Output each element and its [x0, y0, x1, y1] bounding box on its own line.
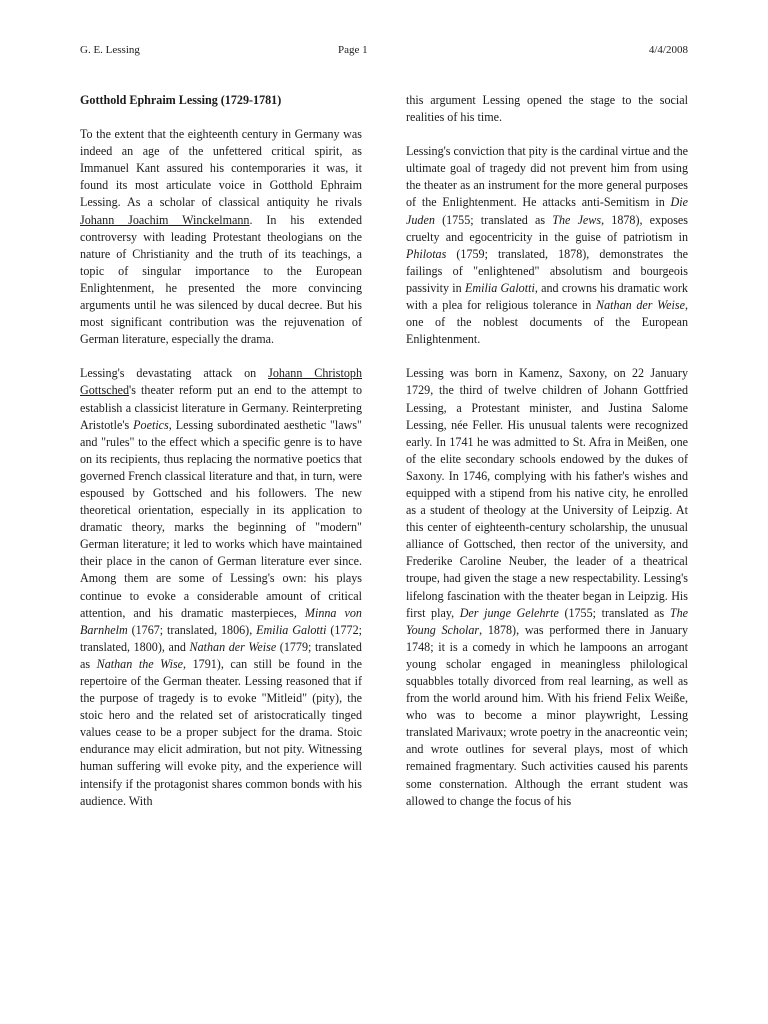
paragraph-continuation: this argument Lessing opened the stage to the social realities of his time.	[406, 93, 688, 125]
text-run: (1779; translated as	[80, 639, 362, 671]
text-run: , 1878), was performed there in January 1748; it is a comedy in which he lampoons an arrogant young scholar engaged in meaningless philological squabbles totally divorced from real learning, as well as from the world around him. With his friend Felix Weiße, who was to become a minor playwright, Lessing translated Marivaux; wrote poetry in the anacreontic vein; and wrote outlines for several plays, most of which remained fragmentary. Such activities caused his parents some consternation. Although the errant student was allowed to change the focus of his	[406, 622, 689, 808]
work-title: Nathan der Weise	[189, 639, 277, 654]
text-run: To the extent that the eighteenth century in Germany was indeed an age of the unfettered critical spirit, as Immanuel Kant assured his contemporaries it was, it found its most articulate voice in Gotthold Ephraim Lessing. As a scholar of classical antiquity he rivals	[80, 127, 362, 210]
work-title: Philotas	[406, 246, 447, 261]
text-run: (1755; translated as	[434, 212, 553, 227]
paragraph-biography	[406, 365, 688, 809]
text-run: , and crowns his dramatic work with a plea for religious tolerance in	[406, 280, 688, 313]
text-run: , 1878), exposes cruelty and egocentricity in the guise of patriotism in	[406, 212, 688, 244]
link-winckelmann[interactable]: Johann Joachim Winckelmann	[80, 212, 250, 227]
text-run: , Lessing subordinated aesthetic "laws" and "rules" to the effect which a specific genre is to have on its recipients, thus replacing the normative poetics that governed French classical literature and that, in turn, were espoused by Gottsched and his followers. The new theoretical orientation, especially in its application to dramatic theory, marks the beginning of "modern" German literature; it led to works which have maintained their place in the canon of German literature ever since. Among them are some of Lessing's own: his plays continue to evoke a considerable amount of critical attention, and his dramatic masterpieces,	[80, 417, 362, 620]
work-title: Die Juden	[406, 195, 688, 227]
paragraph-intro	[80, 126, 362, 348]
work-title: The Jews	[552, 212, 602, 227]
text-run: 's theater reform put an end to the attempt to establish a classicist literature in Germany. Reinterpreting Aristotle's	[80, 383, 362, 432]
link-gottsched[interactable]: Johann Christoph Gottsched	[80, 366, 362, 398]
text-run: , 1791), can still be found in the repertoire of the German theater. Lessing reasoned that if the purpose of tragedy is to evoke "Mitleid" (pity), the stoic hero and the related set of aristocratically tinged values cease to be a proper subject for the drama. Stoic endurance may elicit admiration, but not pity. Witnessing human suffering will evoke pity, and the experience will intensify if the protagonist shares common bonds with his audience. With	[80, 656, 363, 808]
header-author: G. E. Lessing	[80, 44, 140, 56]
text-run: Lessing's conviction that pity is the cardinal virtue and the ultimate goal of tragedy did not prevent him from using the theater as an instrument for the more general purposes of the Enlightenment. He attacks anti-Semitism in	[406, 144, 688, 210]
text-run: Lessing was born in Kamenz, Saxony, on 22 January 1729, the third of twelve children of Johann Gottfried Lessing, a Protestant minister, and Justina Salome Lessing, née Feller. His unusual talents were recognized early. In 1741 he was admitted to St. Afra in Meißen, one of the elite secondary schools endowed by the dukes of Saxony. In 1746, complying with his father's wishes and equipped with a stipend from his native city, he enrolled as a student of theology at the University of Leipzig. At this center of eighteenth-century scholarship, the unusual alliance of Gottsched, then rector of the university, and Frederike Caroline Neuber, the leader of a theatrical troupe, had given the stage a new respectability. Lessing's lifelong fascination with the theater began in Leipzig. His first play,	[406, 366, 688, 620]
right-column	[406, 92, 688, 827]
work-title: Der junge Gelehrte	[459, 605, 559, 620]
paragraph-gottsched	[80, 365, 362, 809]
header-date: 4/4/2008	[648, 44, 688, 56]
work-title: Minna von Barnhelm	[80, 605, 362, 637]
work-title: The Young Scholar	[406, 605, 688, 637]
work-title: Emilia Galotti	[256, 622, 327, 637]
header-page-number: Page 1	[338, 44, 368, 56]
text-run: . In his extended controversy with leading Protestant theologians on the nature of Christianity and the truth of its teachings, a topic of singular importance to the European Enlightenment, he presented the more convincing arguments until he was silenced by ducal decree. But his most significant contribution was the rejuvenation of German literature, especially the drama.	[80, 212, 362, 347]
text-run: (1772; translated, 1800), and	[80, 622, 362, 654]
paragraph-pity	[406, 143, 688, 348]
text-run: (1767; translated, 1806),	[127, 622, 257, 637]
article-title: Gotthold Ephraim Lessing (1729-1781)	[80, 93, 282, 107]
work-title: Poetics	[133, 417, 169, 432]
left-column	[80, 92, 362, 827]
work-title: Emilia Galotti	[465, 280, 535, 295]
text-run: (1759; translated, 1878), demonstrates the failings of "enlightened" absolutism and bourgeois passivity in	[406, 246, 688, 295]
work-title: Nathan the Wise	[96, 656, 184, 671]
work-title: Nathan der Weise	[596, 298, 685, 313]
text-run: , one of the noblest documents of the European Enlightenment.	[406, 298, 688, 347]
text-run: Lessing's devastating attack on	[80, 366, 269, 381]
text-run: (1755; translated as	[558, 605, 670, 620]
